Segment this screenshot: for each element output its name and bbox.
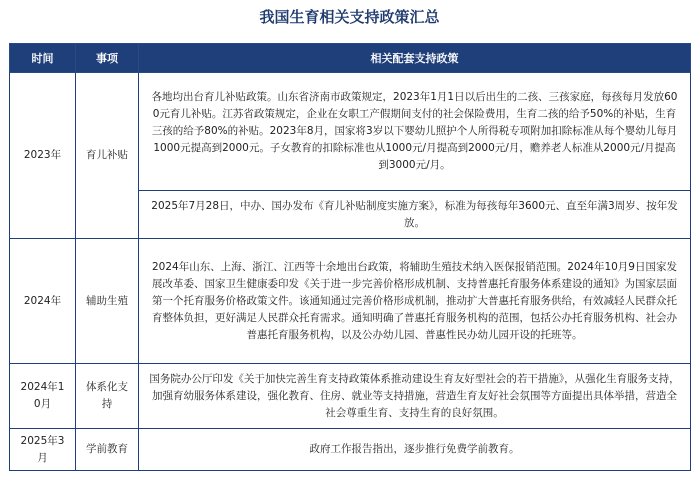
row-detail: 2025年7月28日，中办、国办发布《育儿补贴制度实施方案》，标准为每孩每年3600元、直至年满3周岁、按年发放。	[139, 191, 691, 239]
page-title: 我国生育相关支持政策汇总	[259, 8, 440, 26]
table-row	[10, 364, 691, 429]
row-detail: 国务院办公厅印发《关于加快完善生育支持政策体系推动建设生育友好型社会的若干措施》，从强化生育服务支持，加强育幼服务体系建设，强化教育、住房、就业等支持措施，营造生育友好社会氛围等方面提出具体举措，营造全社会尊重生育、支持生育的良好氛围。	[139, 364, 691, 429]
policy-table	[9, 43, 691, 471]
row-item: 体系化支持	[76, 364, 139, 429]
row-item: 学前教育	[76, 429, 139, 471]
row-time: 2023年	[10, 73, 76, 239]
row-detail: 2024年山东、上海、浙江、江西等十余地出台政策，将辅助生殖技术纳入医保报销范围。2024年10月9日国家发展改革委、国家卫生健康委印发《关于进一步完善价格形成机制、支持普惠托育服务体系建设的通知》为国家层面第一个托育服务价格政策文件。该通知通过完善价格形成机制，推动扩大普惠托育服务供给，有效减轻人民群众托育整体负担，更好满足人民群众托育需求。通知明确了普惠托育服务机构的范围，包括公办托育服务机构、社会办普惠托育服务机构，以及公办幼儿园、普惠性民办幼儿园开设的托班等。	[139, 239, 691, 364]
header-detail: 相关配套支持政策	[139, 44, 691, 73]
table-row	[10, 429, 691, 471]
table-row	[10, 239, 691, 364]
row-detail: 政府工作报告指出，逐步推行免费学前教育。	[139, 429, 691, 471]
header-time: 时间	[10, 44, 76, 73]
row-item: 育儿补贴	[76, 73, 139, 239]
header-item: 事项	[76, 44, 139, 73]
table-header-row	[10, 44, 691, 73]
row-detail: 各地均出台育儿补贴政策。山东省济南市政策规定，2023年1月1日以后出生的二孩、三孩家庭，每孩每月发放600元育儿补贴。江苏省政策规定，企业在女职工产假期间支付的社会保险费用，生育二孩的给予50%的补贴，生育三孩的给予80%的补贴。2023年8月，国家将3岁以下婴幼儿照护个人所得税专项附加扣除标准从每个婴幼儿每月1000元提高到2000元。子女教育的扣除标准也从1000元/月提高到2000元/月，赡养老人标准从2000元/月提高到3000元/月。	[139, 73, 691, 191]
table-row	[10, 73, 691, 191]
row-time: 2024年	[10, 239, 76, 364]
row-item: 辅助生殖	[76, 239, 139, 364]
row-time: 2024年10月	[10, 364, 76, 429]
row-time: 2025年3月	[10, 429, 76, 471]
